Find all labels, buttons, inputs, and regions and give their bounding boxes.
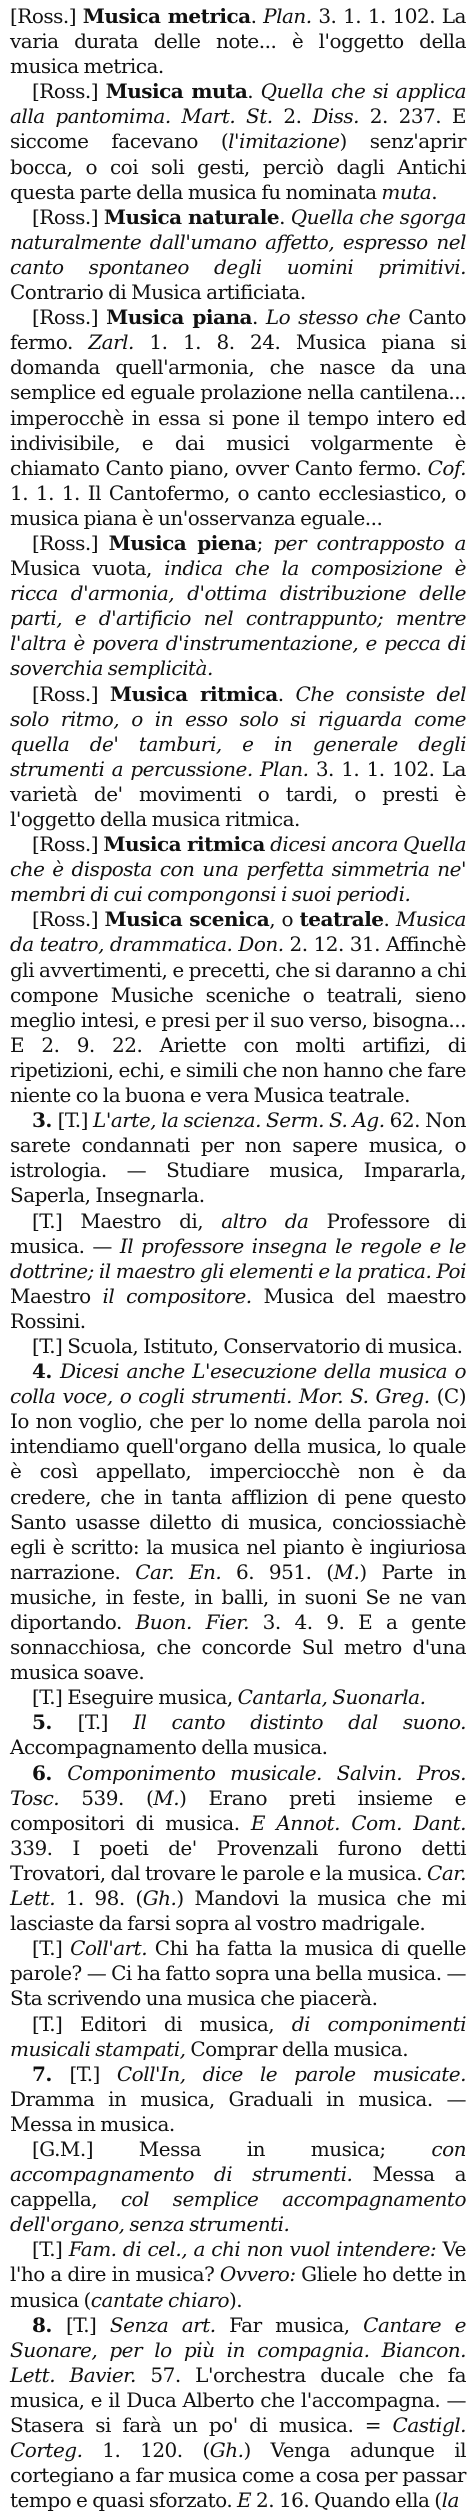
dictionary-entry — [10, 1685, 466, 1710]
headword-text: 4. — [32, 1359, 60, 1384]
headword-text: 7. — [32, 2061, 70, 2086]
italic-text: E Annot. Com. Dant. — [250, 1810, 466, 1835]
entry-text: . — [431, 179, 438, 204]
entry-text: [Ross.] — [32, 530, 109, 555]
entry-text: 6. 951. ( — [221, 1559, 334, 1584]
entry-text: [Ross.] — [32, 79, 106, 104]
dictionary-entry — [10, 531, 466, 682]
entry-text: ) senz'aprir bocca, o coi soli gesti, perciò dagli Antichi questa parte della musica fu nominata — [10, 129, 466, 204]
entry-text: ) Erano preti insieme e compositori di musica. — [10, 1785, 466, 1835]
entry-text: ) Parte in musiche, in feste, in balli, in suoni Se ne van diportando. — [10, 1559, 466, 1634]
headword-text: 8. — [32, 2312, 66, 2337]
entry-text: 3. 1. 1. 102. La varietà de' movimenti o tardi, o presti è l'oggetto della musica ritmica. — [10, 756, 466, 831]
headword-text: 3. — [32, 1108, 58, 1133]
dictionary-entry — [10, 1761, 466, 1937]
entry-text: [G.M.] Messa in musica; — [32, 2136, 432, 2161]
italic-text: Castigl. Corteg. — [10, 2413, 466, 2463]
entry-text: Musica vuota, — [10, 556, 165, 581]
dictionary-entry — [10, 2313, 466, 2513]
italic-text: Car. En. — [135, 1559, 222, 1584]
entry-text: Messa a cappella, — [10, 2162, 466, 2212]
italic-text: Lo stesso che — [265, 305, 401, 330]
dictionary-entry — [10, 305, 466, 531]
entry-text: [T.] — [69, 2061, 117, 2086]
entry-text: Far musica, — [215, 2312, 364, 2337]
dictionary-entry — [10, 2237, 466, 2312]
entry-text: [Ross.] — [32, 204, 104, 229]
entry-text: 339. I poeti de' Provenzali furono detti Trovatori, dal trovare le parole e la musica. — [10, 1835, 466, 1885]
italic-text: Buon. Fier. — [135, 1610, 249, 1634]
entry-text: Accompagnamento della musica. — [10, 1735, 328, 1760]
entry-text: [T.] Editori di musica, — [32, 2011, 292, 2036]
entry-text: [Ross.] — [32, 305, 107, 330]
italic-text: M. — [333, 1559, 360, 1584]
entry-text: 539. ( — [59, 1785, 154, 1810]
headword-text: Musica piena — [108, 530, 257, 555]
entry-text: , o — [269, 907, 300, 932]
entry-text: 62. Non sarete condannati per non sapere musica, o istrologia. — Studiare musica, Impararla, Saperla, Insegnarla. — [10, 1108, 466, 1208]
entry-text: Professore di musica. — — [10, 1208, 466, 1258]
entry-text: 3. 4. 9. E a gente sonnacchiosa, che concorde Sul metro d'una musica soave. — [10, 1610, 466, 1685]
headword-text: 6. — [32, 1760, 68, 1785]
entry-text: [Ross.] — [32, 832, 104, 857]
italic-text: per contrapposto a — [273, 530, 466, 555]
italic-text: Musica da teatro, drammatica. Don. — [10, 907, 466, 957]
italic-text: Car. Lett. — [10, 1860, 466, 1911]
dictionary-entry — [10, 1334, 466, 1359]
italic-text: di componimenti musicali stampati, — [10, 2011, 466, 2061]
italic-text: E — [237, 2488, 252, 2513]
entry-text: Ve l'ho a dire in musica? — [10, 2237, 466, 2287]
italic-text: Fam. di cel., a chi non vuol intendere: — [68, 2237, 437, 2262]
entry-text: 1. 120. ( — [82, 2438, 210, 2463]
dictionary-entry — [10, 1936, 466, 2011]
entry-text: ) Venga adunque il cortegiano a far musica come a cosa per passar tempo e quasi sforzato. — [10, 2438, 466, 2513]
dictionary-entry — [10, 1209, 466, 1334]
italic-text: indica che la composizione è ricca d'armonia, d'ottima distribuzione delle parti, e d'artificio nel contrappunto; mentre l'altra è povera d'instrumentazione, e pecca di soverchia semplicità. — [10, 556, 466, 681]
entry-text: . — [250, 4, 264, 28]
entry-text: Canto fermo. — [10, 305, 466, 355]
italic-text: Coll'In, dice le parole musicate. — [116, 2061, 466, 2086]
headword-text: Musica muta — [105, 79, 248, 104]
entry-text: Contrario di Musica artificiata. — [10, 280, 306, 305]
entry-text: 1. 1. 8. 24. Musica piana si domanda quell'armonia, che nasce da una semplice ed eguale prolazione nella cantilena... imperocchè in essa si pone il tempo intero ed indivisibile, e dai musici volgarmente è chiamato Canto piano, ovver Canto fermo. — [10, 330, 466, 480]
entry-text: . — [279, 204, 291, 229]
entry-text: Maestro — [10, 1283, 103, 1308]
entry-text: [T.] — [32, 2237, 69, 2262]
italic-text: L'arte, la scienza. Serm. S. Ag. — [93, 1108, 385, 1133]
italic-text: Senza art. — [109, 2312, 216, 2337]
entry-text: 3. 1. 1. 102. La varia durata delle note... è l'oggetto della musica metrica. — [10, 4, 466, 79]
entry-text: Musica del maestro Rossini. — [10, 1283, 466, 1333]
italic-text: Diss. — [312, 104, 360, 129]
entry-text: (C) Io non voglio, che per lo nome della parola noi intendiamo quell'organo della musica, lo quale è così appellato, imperciocchè non è da credere, che in tanta afflizion di pene questo Santo usasse diletto di musica, conciossiachè egli è scritto: la musica nel pianto è ingiuriosa narrazione. — [10, 1384, 466, 1584]
entry-text: Gliele ho dette in musica ( — [10, 2262, 467, 2312]
dictionary-entry — [10, 2012, 466, 2062]
headword-text: Musica ritmica — [109, 681, 278, 706]
italic-text: Quella che sgorga naturalmente dall'umano affetto, espresso nel canto spontaneo degli uomini primitivi. — [10, 204, 467, 279]
italic-text: Gh. — [209, 2438, 244, 2463]
dictionary-entry — [10, 907, 466, 1108]
entry-text: . — [277, 681, 296, 706]
dictionary-entry — [10, 1108, 466, 1208]
entry-text: [T.] — [77, 1710, 134, 1735]
headword-text: Musica naturale — [103, 204, 280, 229]
italic-text: cantate chiaro — [90, 2287, 229, 2312]
italic-text: Plan. — [263, 4, 312, 28]
italic-text: Cof. — [427, 455, 466, 480]
entry-text: 2. 237. E siccome facevano ( — [10, 104, 466, 154]
entry-text: 2. — [272, 104, 313, 129]
italic-text: Componimento musicale. Salvin. Pros. Tosc. — [10, 1760, 466, 1810]
dictionary-entry — [10, 79, 466, 204]
dictionary-entry — [10, 1710, 466, 1760]
dictionary-entry — [10, 1359, 466, 1685]
italic-text: Cantare e Suonare, per lo più in compagnia. Biancon. Lett. Bavier. — [10, 2312, 466, 2387]
entry-text: [Ross.] — [10, 4, 83, 28]
italic-text: Dicesi anche L'esecuzione della musica o colla voce, o cogli strumenti. Mor. S. Greg. — [10, 1359, 467, 1409]
italic-text: il compositore. — [102, 1283, 252, 1308]
entry-text: ). — [229, 2287, 243, 2312]
dictionary-entry — [10, 2137, 466, 2237]
entry-text: ) Mandovi la musica che mi lasciaste da farsi sopra al vostro madrigale. — [10, 1886, 466, 1936]
entry-text: [T.] — [32, 1936, 71, 1961]
italic-text: la — [441, 2488, 459, 2513]
italic-text: M. — [153, 1785, 180, 1810]
dictionary-entry — [10, 832, 466, 907]
italic-text: muta — [381, 179, 432, 204]
entry-text: [Ross.] — [32, 907, 105, 932]
italic-text: l'imitazione — [228, 129, 340, 154]
italic-text: con accompagnamento di strumenti. — [10, 2136, 466, 2187]
dictionary-entry — [10, 682, 466, 833]
italic-text: Il professore insegna le regole e le dottrine; il maestro gli elementi e la pratica. Poi — [10, 1233, 466, 1283]
italic-text: altro da — [221, 1208, 309, 1233]
dictionary-entry — [10, 2062, 466, 2137]
entry-text: [T.] Eseguire musica, — [32, 1685, 238, 1710]
entry-text: 1. 1. 1. Il Cantofermo, o canto ecclesiastico, o musica piana è un'osservanza eguale... — [10, 480, 466, 530]
entry-text: [Ross.] — [32, 681, 110, 706]
entry-text: . — [247, 79, 261, 104]
italic-text: Ovvero: — [219, 2262, 296, 2287]
entry-text: . — [251, 305, 266, 330]
entry-text: Comprar della musica. — [185, 2036, 409, 2061]
dictionary-entry — [10, 205, 466, 305]
entry-text: 2. 16. Quando ella ( — [251, 2488, 442, 2513]
headword-text: 5. — [32, 1710, 78, 1735]
italic-text: Quella che si applica alla pantomima. Mart. St. — [10, 79, 466, 129]
headword-text: Musica scenica — [104, 907, 270, 932]
entry-text: 1. 98. ( — [55, 1886, 143, 1911]
entry-text: Dramma in musica, Graduali in musica. — Messa in musica. — [10, 2086, 466, 2136]
headword-text: Musica piana — [106, 305, 252, 330]
entry-text: [T.] Scuola, Istituto, Conservatorio di musica. — [32, 1333, 463, 1358]
entry-text: [T.] — [57, 1108, 94, 1133]
italic-text: Il canto distinto dal suono. — [133, 1710, 467, 1735]
italic-text: Zarl. — [88, 330, 134, 355]
entry-text: 2. 12. 31. Affinchè gli avvertimenti, e precetti, che si daranno a chi compone Musiche sceniche o teatrali, sieno meglio intesi, e presi per il suo verso, bisogna... E 2. 9. 22. Ariette con molti artifizi, di ripetizioni, echi, e simili che non hanno che fare niente co la buona e vera Musica teatrale. — [10, 932, 467, 1108]
entry-text: Chi ha fatta la musica di quelle parole? — Ci ha fatto sopra una bella musica. — Sta scrivendo una musica che piacerà. — [10, 1936, 466, 2011]
entry-text: [T.] — [66, 2312, 110, 2337]
entry-text: . — [383, 907, 396, 932]
italic-text: Che consiste del solo ritmo, o in esso solo si riguarda come quella de' tamburi, e in generale degli strumenti a percussione. Plan. — [10, 681, 467, 781]
entry-text: [T.] Maestro di, — [32, 1208, 222, 1233]
italic-text: Cantarla, Suonarla. — [237, 1685, 426, 1710]
dictionary-entry — [10, 4, 466, 79]
italic-text: col semplice accompagnamento dell'organo, senza strumenti. — [10, 2187, 466, 2237]
headword-text: Musica metrica — [82, 4, 251, 28]
headword-text: Musica ritmica — [103, 832, 265, 857]
headword-text: teatrale — [299, 907, 384, 932]
entry-text: 57. L'orchestra ducale che fa musica, e il Duca Alberto che l'accompagna. — Stasera si farà un po' di musica. = — [10, 2362, 466, 2437]
italic-text: Coll'art. — [70, 1936, 148, 1961]
italic-text: Gh. — [142, 1886, 177, 1911]
italic-text: dicesi ancora Quella che è disposta con una perfetta simmetria ne' membri di cui compongonsi i suoi periodi. — [10, 832, 467, 907]
entry-text: ; — [256, 530, 274, 555]
